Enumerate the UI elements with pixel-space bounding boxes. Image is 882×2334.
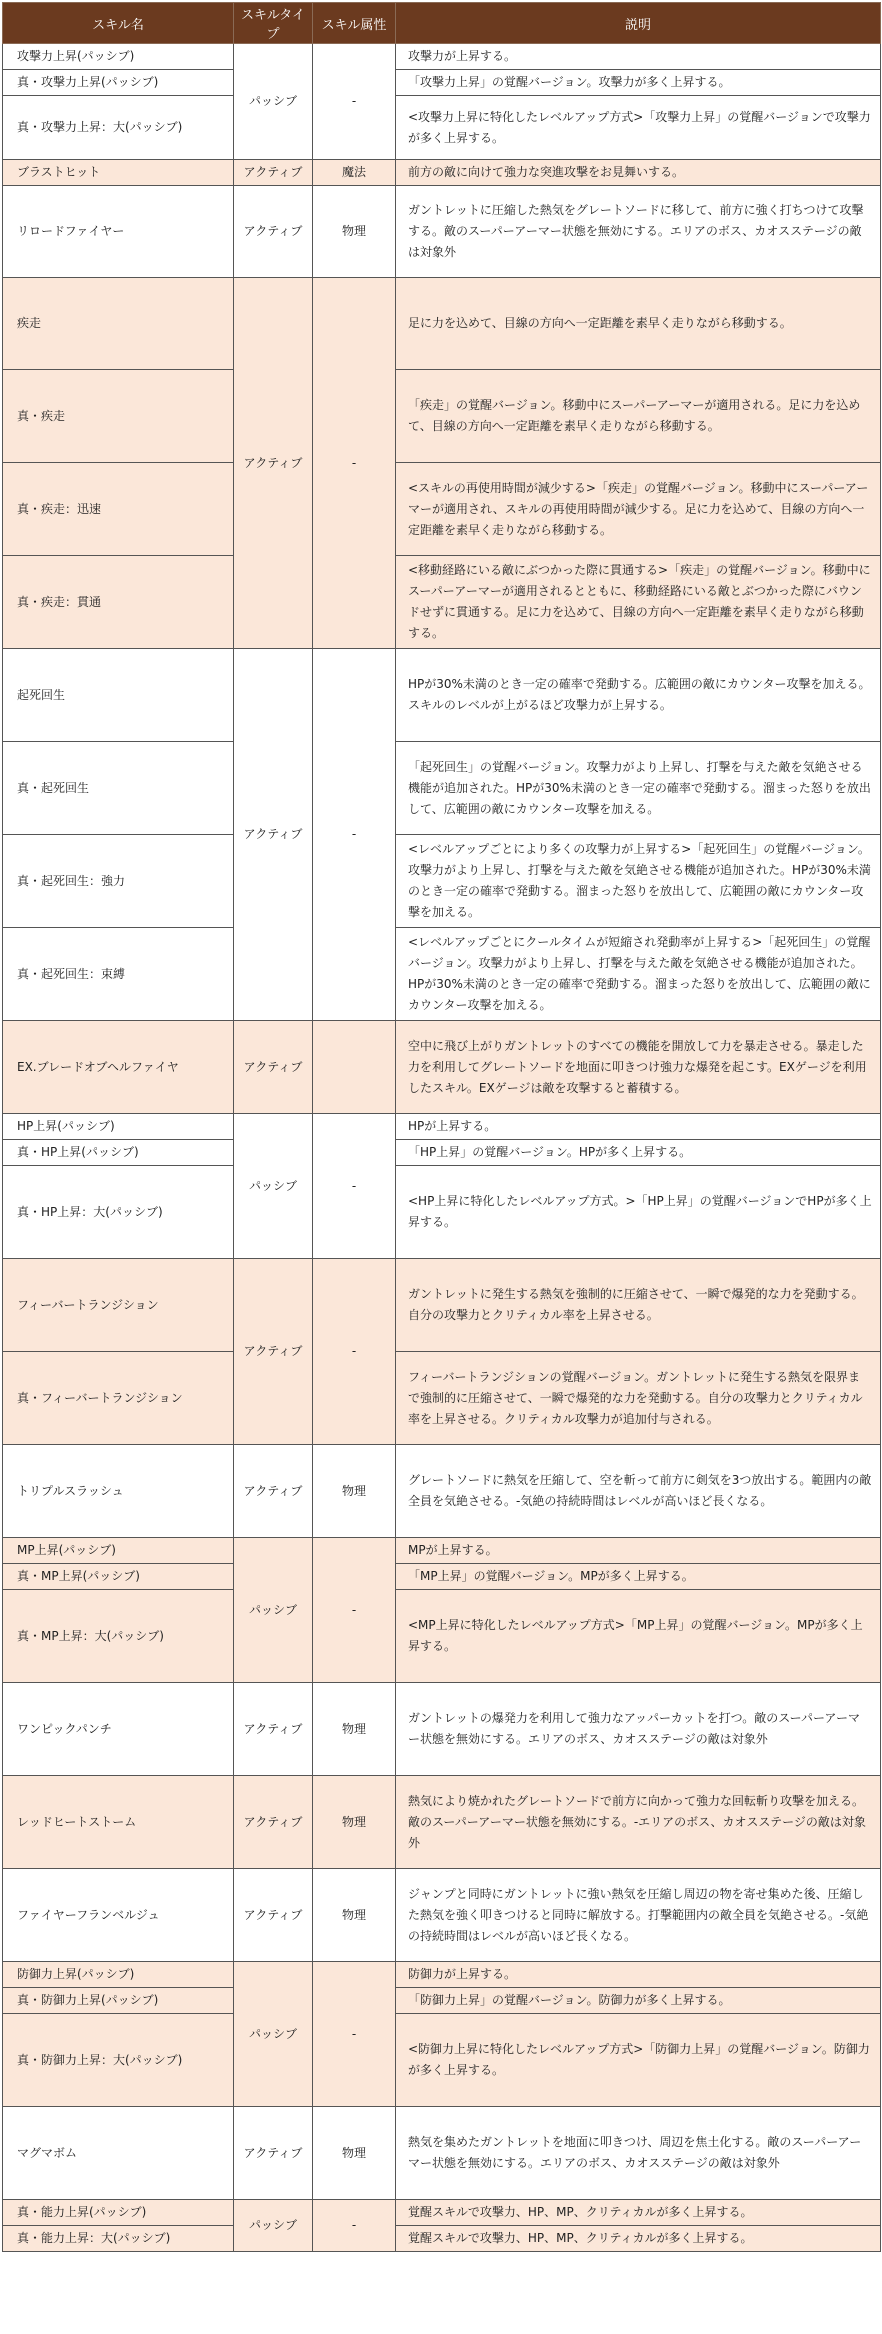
skill-name: 真・疾走：迅速	[3, 463, 234, 556]
table-row	[3, 1114, 881, 1140]
skill-name: ワンピックパンチ	[3, 1683, 234, 1776]
skill-name: 真・疾走：貫通	[3, 556, 234, 649]
skill-description: 攻撃力が上昇する。	[396, 44, 881, 70]
skill-description: 「起死回生」の覚醒バージョン。攻撃力がより上昇し、打撃を与えた敵を気絶させる機能が追加された。HPが30%未満のとき一定の確率で発動する。溜まった怒りを放出して、広範囲の敵にカウンター攻撃を加える。	[396, 742, 881, 835]
skill-type: アクティブ	[234, 1445, 313, 1538]
skill-type: アクティブ	[234, 1259, 313, 1445]
skill-attribute: -	[313, 1114, 396, 1259]
skill-attribute	[313, 1021, 396, 1114]
skill-name: フィーバートランジション	[3, 1259, 234, 1352]
skill-description: MPが上昇する。	[396, 1538, 881, 1564]
skill-name: 真・起死回生：束縛	[3, 928, 234, 1021]
skill-name: 真・能力上昇：大(パッシブ)	[3, 2226, 234, 2252]
skill-name: MP上昇(パッシブ)	[3, 1538, 234, 1564]
skill-description: 防御力が上昇する。	[396, 1962, 881, 1988]
skill-description: 熱気を集めたガントレットを地面に叩きつけ、周辺を焦土化する。敵のスーパーアーマー状態を無効にする。エリアのボス、カオスステージの敵は対象外	[396, 2107, 881, 2200]
skill-description: HPが30%未満のとき一定の確率で発動する。広範囲の敵にカウンター攻撃を加える。スキルのレベルが上がるほど攻撃力が上昇する。	[396, 649, 881, 742]
skill-description: 「MP上昇」の覚醒バージョン。MPが多く上昇する。	[396, 1564, 881, 1590]
table-row	[3, 742, 881, 835]
table-row	[3, 1776, 881, 1869]
skill-name: 真・MP上昇(パッシブ)	[3, 1564, 234, 1590]
skill-attribute: 物理	[313, 1869, 396, 1962]
skill-description: <MP上昇に特化したレベルアップ方式>「MP上昇」の覚醒バージョン。MPが多く上昇する。	[396, 1590, 881, 1683]
skill-attribute: 物理	[313, 1776, 396, 1869]
skill-description: HPが上昇する。	[396, 1114, 881, 1140]
table-row	[3, 1962, 881, 1988]
table-row	[3, 928, 881, 1021]
skill-description: <HP上昇に特化したレベルアップ方式。>「HP上昇」の覚醒バージョンでHPが多く上昇する。	[396, 1166, 881, 1259]
skill-description: ガントレットに圧縮した熱気をグレートソードに移して、前方に強く打ちつけて攻撃する。敵のスーパーアーマー状態を無効にする。エリアのボス、カオスステージの敵は対象外	[396, 186, 881, 278]
skill-name: EX.ブレードオブヘルファイヤ	[3, 1021, 234, 1114]
skill-name: 真・HP上昇：大(パッシブ)	[3, 1166, 234, 1259]
table-row	[3, 278, 881, 370]
skill-description: <レベルアップごとにクールタイムが短縮され発動率が上昇する>「起死回生」の覚醒バージョン。攻撃力がより上昇し、打撃を与えた敵を気絶させる機能が追加された。HPが30%未満のとき一定の確率で発動する。溜まった怒りを放出して、広範囲の敵にカウンター攻撃を加える。	[396, 928, 881, 1021]
skill-type: パッシブ	[234, 1538, 313, 1683]
skill-description: 前方の敵に向けて強力な突進攻撃をお見舞いする。	[396, 160, 881, 186]
skill-attribute: 物理	[313, 2107, 396, 2200]
table-row	[3, 70, 881, 96]
skill-description: 「HP上昇」の覚醒バージョン。HPが多く上昇する。	[396, 1140, 881, 1166]
skill-name: ブラストヒット	[3, 160, 234, 186]
header-skill-type: スキルタイプ	[234, 3, 313, 44]
skill-type: パッシブ	[234, 1114, 313, 1259]
skill-name: 真・防御力上昇(パッシブ)	[3, 1988, 234, 2014]
skill-type: アクティブ	[234, 1683, 313, 1776]
skill-type: アクティブ	[234, 278, 313, 649]
skill-description: 覚醒スキルで攻撃力、HP、MP、クリティカルが多く上昇する。	[396, 2200, 881, 2226]
skill-attribute: 物理	[313, 186, 396, 278]
skill-attribute: -	[313, 2200, 396, 2252]
skill-type: パッシブ	[234, 1962, 313, 2107]
header-description: 説明	[396, 3, 881, 44]
skill-type: アクティブ	[234, 649, 313, 1021]
header-skill-name: スキル名	[3, 3, 234, 44]
skill-type: アクティブ	[234, 186, 313, 278]
skill-description: <レベルアップごとにより多くの攻撃力が上昇する>「起死回生」の覚醒バージョン。攻撃力がより上昇し、打撃を与えた敵を気絶させる機能が追加された。HPが30%未満のとき一定の確率で発動する。溜まった怒りを放出して、広範囲の敵にカウンター攻撃を加える。	[396, 835, 881, 928]
header-skill-attribute: スキル属性	[313, 3, 396, 44]
skill-description: <スキルの再使用時間が減少する>「疾走」の覚醒バージョン。移動中にスーパーアーマーが適用され、スキルの再使用時間が減少する。足に力を込めて、目線の方向へ一定距離を素早く走りながら移動する。	[396, 463, 881, 556]
skill-name: 起死回生	[3, 649, 234, 742]
skill-type: パッシブ	[234, 2200, 313, 2252]
table-row	[3, 1564, 881, 1590]
table-row	[3, 96, 881, 160]
table-row	[3, 1259, 881, 1352]
skill-name: 攻撃力上昇(パッシブ)	[3, 44, 234, 70]
table-row	[3, 370, 881, 463]
skill-attribute: -	[313, 649, 396, 1021]
table-row	[3, 2107, 881, 2200]
skill-description: ジャンプと同時にガントレットに強い熱気を圧縮し周辺の物を寄せ集めた後、圧縮した熱気を強く叩きつけると同時に解放する。打撃範囲内の敵全員を気絶させる。-気絶の持続時間はレベルが高いほど長くなる。	[396, 1869, 881, 1962]
skill-name: マグマボム	[3, 2107, 234, 2200]
table-row	[3, 1988, 881, 2014]
skill-attribute: 物理	[313, 1445, 396, 1538]
skill-name: リロードファイヤー	[3, 186, 234, 278]
skill-attribute: 物理	[313, 1683, 396, 1776]
skill-type: アクティブ	[234, 1776, 313, 1869]
skill-description: 足に力を込めて、目線の方向へ一定距離を素早く走りながら移動する。	[396, 278, 881, 370]
table-row	[3, 160, 881, 186]
skill-type: アクティブ	[234, 160, 313, 186]
skill-description: 熱気により焼かれたグレートソードで前方に向かって強力な回転斬り攻撃を加える。敵のスーパーアーマー状態を無効にする。-エリアのボス、カオスステージの敵は対象外	[396, 1776, 881, 1869]
skill-attribute: -	[313, 1259, 396, 1445]
table-row	[3, 2200, 881, 2226]
table-row	[3, 2014, 881, 2107]
skill-name: 真・フィーバートランジション	[3, 1352, 234, 1445]
skill-name: 真・攻撃力上昇(パッシブ)	[3, 70, 234, 96]
skill-description: 「疾走」の覚醒バージョン。移動中にスーパーアーマーが適用される。足に力を込めて、目線の方向へ一定距離を素早く走りながら移動する。	[396, 370, 881, 463]
skill-description: フィーバートランジションの覚醒バージョン。ガントレットに発生する熱気を限界まで強制的に圧縮させて、一瞬で爆発的な力を発動する。自分の攻撃力とクリティカル率を上昇させる。クリティカル攻撃力が追加付与される。	[396, 1352, 881, 1445]
skill-description: 「攻撃力上昇」の覚醒バージョン。攻撃力が多く上昇する。	[396, 70, 881, 96]
table-row	[3, 1021, 881, 1114]
table-row	[3, 2226, 881, 2252]
table-row	[3, 835, 881, 928]
skill-name: 真・HP上昇(パッシブ)	[3, 1140, 234, 1166]
skill-description: ガントレットの爆発力を利用して強力なアッパーカットを打つ。敵のスーパーアーマー状態を無効にする。エリアのボス、カオスステージの敵は対象外	[396, 1683, 881, 1776]
skill-description: 覚醒スキルで攻撃力、HP、MP、クリティカルが多く上昇する。	[396, 2226, 881, 2252]
table-row	[3, 1352, 881, 1445]
skill-description: グレートソードに熱気を圧縮して、空を斬って前方に剣気を3つ放出する。範囲内の敵全員を気絶させる。-気絶の持続時間はレベルが高いほど長くなる。	[396, 1445, 881, 1538]
table-header-row	[3, 3, 881, 44]
table-row	[3, 1445, 881, 1538]
skill-name: 真・起死回生	[3, 742, 234, 835]
skill-attribute: -	[313, 278, 396, 649]
skill-description: ガントレットに発生する熱気を強制的に圧縮させて、一瞬で爆発的な力を発動する。自分の攻撃力とクリティカル率を上昇させる。	[396, 1259, 881, 1352]
table-row	[3, 463, 881, 556]
skill-name: トリプルスラッシュ	[3, 1445, 234, 1538]
skill-name: 真・MP上昇：大(パッシブ)	[3, 1590, 234, 1683]
skill-description: <攻撃力上昇に特化したレベルアップ方式>「攻撃力上昇」の覚醒バージョンで攻撃力が多く上昇する。	[396, 96, 881, 160]
table-row	[3, 1869, 881, 1962]
skill-name: 疾走	[3, 278, 234, 370]
skill-description: 空中に飛び上がりガントレットのすべての機能を開放して力を暴走させる。暴走した力を利用してグレートソードを地面に叩きつけ強力な爆発を起こす。EXゲージを利用したスキル。EXゲージは敵を攻撃すると蓄積する。	[396, 1021, 881, 1114]
skill-attribute: -	[313, 1962, 396, 2107]
table-row	[3, 44, 881, 70]
skill-name: 防御力上昇(パッシブ)	[3, 1962, 234, 1988]
skill-name: ファイヤーフランベルジュ	[3, 1869, 234, 1962]
skill-name: レッドヒートストーム	[3, 1776, 234, 1869]
skill-description: <移動経路にいる敵にぶつかった際に貫通する>「疾走」の覚醒バージョン。移動中にスーパーアーマーが適用されるとともに、移動経路にいる敵とぶつかった際にバウンドせずに貫通する。足に力を込めて、目線の方向へ一定距離を素早く走りながら移動する。	[396, 556, 881, 649]
skill-attribute: 魔法	[313, 160, 396, 186]
table-row	[3, 649, 881, 742]
skill-type: アクティブ	[234, 2107, 313, 2200]
skill-attribute: -	[313, 1538, 396, 1683]
skill-attribute: -	[313, 44, 396, 160]
skill-type: アクティブ	[234, 1021, 313, 1114]
skill-description: 「防御力上昇」の覚醒バージョン。防御力が多く上昇する。	[396, 1988, 881, 2014]
skill-name: 真・起死回生：強力	[3, 835, 234, 928]
skill-name: 真・攻撃力上昇：大(パッシブ)	[3, 96, 234, 160]
table-row	[3, 1683, 881, 1776]
table-row	[3, 1538, 881, 1564]
table-row	[3, 1140, 881, 1166]
skill-type: アクティブ	[234, 1869, 313, 1962]
table-row	[3, 556, 881, 649]
skill-table	[2, 2, 881, 2252]
table-row	[3, 1166, 881, 1259]
skill-type: パッシブ	[234, 44, 313, 160]
skill-description: <防御力上昇に特化したレベルアップ方式>「防御力上昇」の覚醒バージョン。防御力が多く上昇する。	[396, 2014, 881, 2107]
table-row	[3, 1590, 881, 1683]
skill-name: 真・能力上昇(パッシブ)	[3, 2200, 234, 2226]
table-row	[3, 186, 881, 278]
skill-name: 真・防御力上昇：大(パッシブ)	[3, 2014, 234, 2107]
skill-name: HP上昇(パッシブ)	[3, 1114, 234, 1140]
skill-name: 真・疾走	[3, 370, 234, 463]
